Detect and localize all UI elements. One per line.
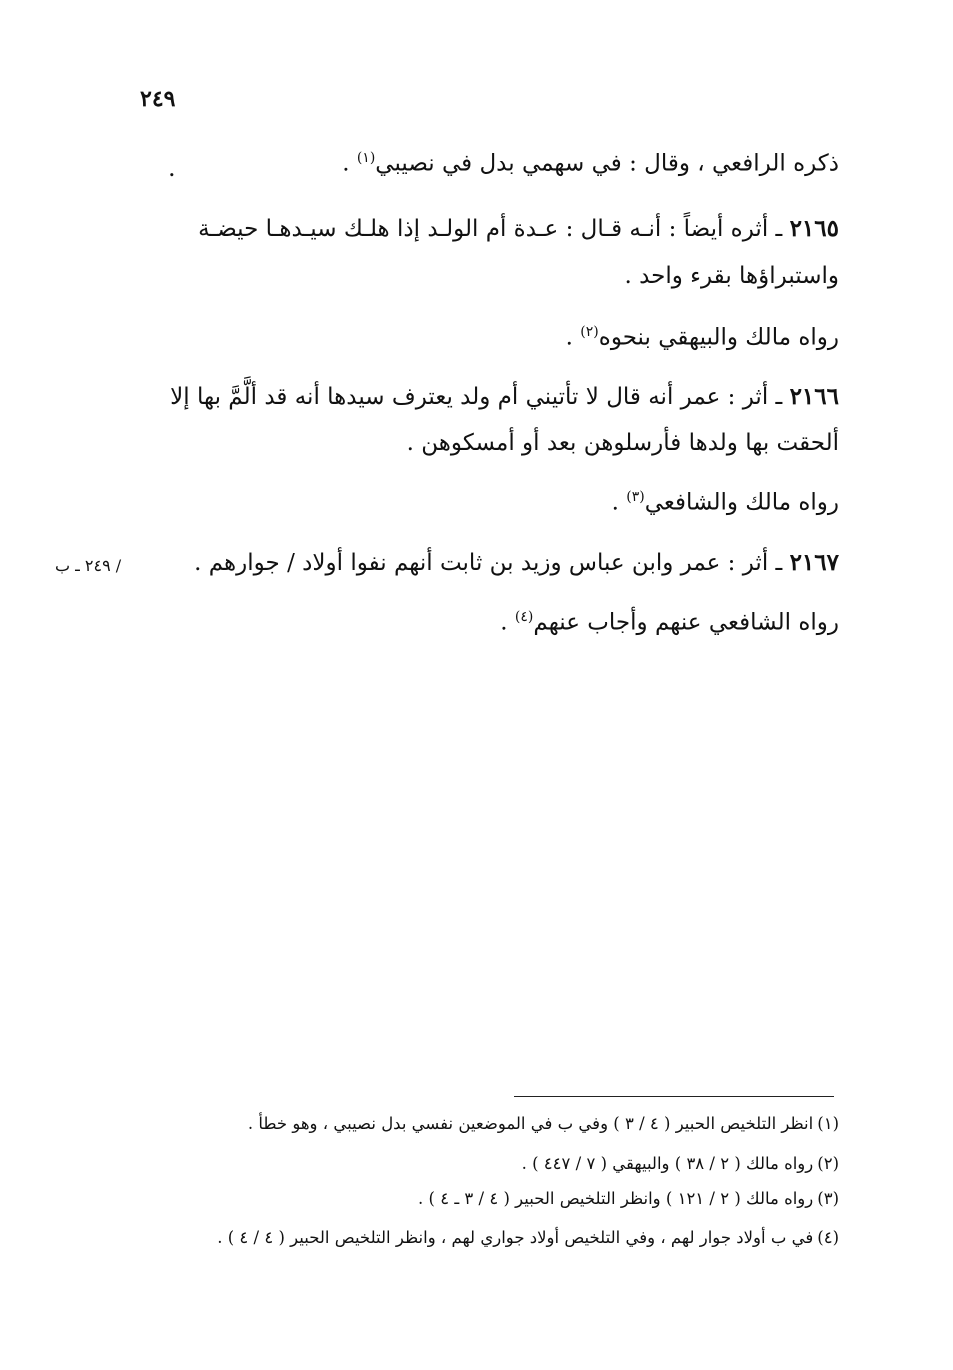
line-end: .: [342, 150, 357, 177]
footnote-ref: (٣): [626, 489, 645, 505]
entry-2165-source: [566, 324, 839, 351]
page-number: ٢٤٩: [140, 86, 176, 112]
entry-2165-line-1: [198, 215, 839, 242]
footnote-number: (٢): [817, 1154, 839, 1173]
entry-2167-source: [500, 609, 839, 636]
entry-number: ٢١٦٥: [789, 215, 839, 242]
footnote-2: [522, 1154, 839, 1173]
footnote-text: رواه مالك ( ٢ / ٣٨ ) والبيهقي ( ٧ / ٤٤٧ ) .: [521, 1154, 814, 1173]
footnote-1: [248, 1114, 839, 1133]
entry-2166-line-2: [407, 430, 839, 456]
stray-dot-mark: .: [168, 154, 176, 182]
footnote-ref: (٤): [514, 609, 534, 625]
line-text: رواه مالك والبيهقي بنحوه: [598, 324, 839, 351]
entry-2166-source: [612, 489, 839, 516]
footnote-number: (٤): [817, 1228, 839, 1247]
line-text: واستبراؤها بقرء واحد .: [624, 263, 839, 289]
footnote-ref: (٢): [580, 324, 599, 340]
line-text: رواه مالك والشافعي: [644, 489, 839, 516]
footnote-text: انظر التلخيص الحبير ( ٤ / ٣ ) وفي ب في الموضعين نفسي بدل نصيبي ، وهو خطأ .: [247, 1114, 814, 1133]
footnote-number: (١): [817, 1114, 839, 1133]
footnote-number: (٣): [817, 1189, 839, 1208]
line-text: ـ أثر : عمر أنه قال لا تأتيني أم ولد يعترف سيدها أنه قد ألَّمَّ بها إلا: [170, 384, 790, 410]
line-end: .: [565, 324, 581, 351]
line-text: ألحقت بها ولدها فأرسلوهن بعد أو أمسكوهن .: [406, 430, 839, 456]
margin-folio-note: / ٢٤٩ ـ ب: [55, 556, 122, 575]
entry-2167-line-1: [194, 549, 839, 576]
entry-2166-line-1: [170, 383, 839, 410]
entry-2165-line-2: [624, 263, 839, 289]
footnote-text: رواه مالك ( ٢ / ١٢١ ) وانظر التلخيص الحبير ( ٤ / ٣ ـ ٤ ) .: [418, 1189, 814, 1208]
entry-number: ٢١٦٧: [789, 549, 839, 576]
line-text: ـ أثره أيضاً : أنـه قـال : عـدة أم الولـد إذا هلـك سيـدهـا حيضـة: [198, 216, 790, 242]
entry-number: ٢١٦٦: [789, 383, 839, 410]
footnote-ref: (١): [356, 150, 376, 166]
footnote-4: [217, 1228, 839, 1247]
line-text: رواه الشافعي عنهم وأجاب عنهم: [533, 609, 839, 636]
line-end: .: [611, 489, 627, 516]
text-line-1: [342, 150, 839, 177]
line-end: .: [500, 609, 515, 636]
footnote-3: [418, 1189, 839, 1208]
footnote-text: في ب أولاد جوار لهم ، وفي التلخيص أولاد جواري لهم ، وانظر التلخيص الحبير ( ٤ / ٤ ) .: [217, 1228, 814, 1247]
line-text: ـ أثر : عمر وابن عباس وزيد بن ثابت أنهم نفوا أولاد / جوارهم .: [194, 550, 790, 576]
line-text: ذكره الرافعي ، وقال : في سهمي بدل في نصيبي: [375, 150, 839, 177]
footnote-separator: [514, 1096, 834, 1097]
